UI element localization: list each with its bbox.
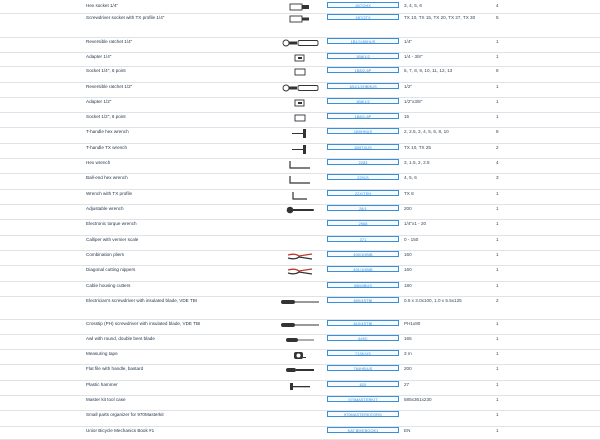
tool-size: 3, 4, 5, 6 [404,3,422,8]
product-code-link[interactable]: 1B8/1/2 [327,98,399,104]
tool-name: Flat file with handle, bastard [86,366,144,371]
product-code-link[interactable]: 28/1 [327,205,399,211]
tool-quantity: 3 [496,175,499,180]
t-handle-icon [278,128,322,138]
product-code-link[interactable]: 970MASTERKIT [327,396,399,402]
table-row [0,396,600,411]
socket-icon [278,67,322,77]
tool-size: 200 [404,366,412,371]
tool-name: Wrench with TX profile [86,191,133,196]
tool-name: T-handle TX wrench [86,145,128,150]
tool-quantity: 1 [496,382,499,387]
product-code-link[interactable]: 22X/TSN [327,190,399,196]
tape-measure-icon [278,350,322,360]
tool-quantity: 1 [496,428,499,433]
product-code-link[interactable]: 1B7/2TX [327,14,399,20]
tool-name: Measuring tape [86,351,118,356]
tool-size: 1/4" [404,39,413,44]
product-code-link[interactable]: 2968 [327,220,399,226]
hammer-icon [278,381,322,391]
product-code-link[interactable]: 401/1HBIB [327,266,399,272]
product-code-link[interactable]: 58M4BUS [327,282,399,288]
tool-quantity: 4 [496,160,499,165]
product-code-link[interactable]: 1B7/2HX [327,2,399,8]
tool-size: 160 [404,267,412,272]
socket-icon [278,113,322,123]
tool-quantity: 4 [496,3,499,8]
tool-quantity: 2 [496,145,499,150]
tool-quantity: 1 [496,54,499,59]
tool-quantity: 5 [496,15,499,20]
table-row [0,427,600,440]
product-code-link[interactable]: 2291S [327,174,399,180]
hex-socket-icon [278,2,322,11]
tool-name: Adapter 1/4" [86,54,112,59]
tool-size: EN [404,428,411,433]
tool-quantity: 1 [496,252,499,257]
tx-socket-icon [278,14,322,24]
tool-quantity: 1 [496,397,499,402]
table-row [0,144,600,159]
product-code-link[interactable]: 713K/US [327,350,399,356]
pliers-icon [278,251,322,261]
tool-size: 1/4 - 3/8" [404,54,423,59]
table-row [0,350,600,365]
table-row [0,128,600,144]
tool-name: Hex wrench [86,160,111,165]
tool-size: TX 10, TX 25 [404,145,431,150]
tool-image-placeholder [278,236,322,246]
table-row [0,220,600,236]
tool-size: 3 m [404,351,412,356]
table-row [0,83,600,98]
tool-quantity: 1 [496,366,499,371]
tool-size: 0.5 x 3.0x100, 1.0 x 5.5x125 [404,298,462,303]
tool-size: 165 [404,336,412,341]
table-row [0,297,600,320]
tool-name: Calliper with vernier scale [86,237,139,242]
tool-quantity: 8 [496,129,499,134]
table-row [0,38,600,53]
tool-name: Reversible ratchet 1/2" [86,84,133,89]
product-code-link[interactable]: 649C [327,335,399,341]
tool-size: 160 [404,252,412,257]
tool-name: Screwdriver socket with TX profile 1/4" [86,15,165,20]
table-row [0,53,600,67]
awl-icon [278,335,322,345]
table-row [0,14,600,38]
tool-quantity: 1 [496,267,499,272]
product-code-link[interactable]: 610/4STBI [327,320,399,326]
tool-size: 180 [404,283,412,288]
tool-size: 1/2"x3/8" [404,99,423,104]
product-code-link[interactable]: 1B8/1/2 [327,53,399,59]
tool-size: 3, 1.5, 2, 2.5 [404,160,430,165]
table-row [0,282,600,297]
hex-key-icon [278,174,322,184]
tool-size: 1/4"x1 - 20 [404,221,427,226]
tool-name: Awl with round, double bent blade [86,336,155,341]
tool-name: Crosstip (PH) screwdriver with insulated blade, VDE TBI [86,321,201,326]
tool-size: 1/2" [404,84,413,89]
tool-image-placeholder [278,411,322,421]
tool-image-placeholder [278,396,322,406]
table-row [0,411,600,427]
table-row [0,205,600,220]
product-code-link[interactable]: 371 [327,236,399,242]
file-icon [278,365,322,375]
tool-quantity: 1 [496,99,499,104]
pliers-icon [278,266,322,276]
tool-quantity: 1 [496,336,499,341]
tool-quantity: 1 [496,191,499,196]
screwdriver-icon [278,297,322,307]
table-row [0,251,600,266]
product-code-link[interactable]: KAT.BIKEBOOK1 [327,427,399,433]
screwdriver-icon [278,320,322,330]
table-row [0,2,600,14]
tool-quantity: 1 [496,84,499,89]
tool-name: Reversible ratchet 1/4" [86,39,133,44]
product-code-link[interactable]: 970MASTERKITORG [327,411,399,417]
tool-name: Diagonal cutting nippers [86,267,136,272]
tool-quantity: 1 [496,39,499,44]
adjustable-wrench-icon [278,205,322,215]
table-row [0,113,600,128]
table-row [0,381,600,396]
hex-key-icon [278,159,322,169]
table-row [0,159,600,174]
table-row [0,190,600,205]
tool-name: Master kit tool case [86,397,126,402]
table-row [0,174,600,190]
product-code-link[interactable]: 1B8/2-6P [327,67,399,73]
table-row [0,335,600,350]
tool-size: 585x361x230 [404,397,432,402]
tool-name: Electronic torque wrench [86,221,137,226]
tool-name: Cable housing cutters [86,283,131,288]
product-code-link[interactable]: 820 [327,381,399,387]
tool-size: 27 [404,382,410,387]
table-row [0,98,600,113]
tool-name: Electrician's screwdriver with insulated blade, VDE TBI [86,298,198,303]
tool-name: Plastic hammer [86,382,118,387]
table-row [0,67,600,83]
product-code-link[interactable]: 1B9HHUS [327,128,399,134]
tool-quantity: 8 [496,68,499,73]
tool-quantity: 1 [496,321,499,326]
adapter-icon [278,53,322,63]
product-code-link[interactable]: 1B1/1/4BHUS [327,38,399,44]
product-code-link[interactable]: 1B8/1-6P [327,113,399,119]
tool-quantity: 1 [496,221,499,226]
tool-image-placeholder [278,220,322,230]
tool-size: TX 10, TX 15, TX 20, TX 27, TX 30 [404,15,476,20]
tool-name: Adapter 1/2" [86,99,112,104]
table-row [0,266,600,282]
tool-name: Small parts organizer for 970Masterkit [86,412,164,417]
tool-quantity: 1 [496,412,499,417]
tool-quantity: 1 [496,206,499,211]
tool-quantity: 1 [496,283,499,288]
table-row [0,365,600,381]
tool-name: T-handle hex wrench [86,129,129,134]
product-code-link[interactable]: 1B1/1/2HBHUS [327,83,399,89]
product-code-link[interactable]: 600/4STBI [327,297,399,303]
tool-name: Unior Bicycle Mechanics Book #1 [86,428,155,433]
tool-image-placeholder [278,427,322,437]
tool-name: Adjustable wrench [86,206,124,211]
tool-size: TX 8 [404,191,414,196]
tool-quantity: 2 [496,298,499,303]
tool-quantity: 1 [496,114,499,119]
product-code-link[interactable]: 1B9TXUS [327,144,399,150]
tool-size: 15 [404,114,410,119]
tool-size: 4, 5, 6 [404,175,417,180]
tool-size: 2, 2.5, 3, 4, 5, 6, 8, 10 [404,129,449,134]
tool-size: 0 - 150 [404,237,419,242]
product-code-link[interactable]: 2283 [327,159,399,165]
table-row [0,320,600,335]
tool-name: Hex socket 1/4" [86,3,119,8]
tool-quantity: 1 [496,237,499,242]
tool-image-placeholder [278,282,322,292]
tool-name: Ball-end hex wrench [86,175,128,180]
tx-key-icon [278,190,322,200]
tool-size: PH1x80 [404,321,421,326]
tool-size: 5, 7, 8, 9, 10, 11, 12, 13 [404,68,453,73]
tool-name: Combination pliers [86,252,125,257]
adapter-icon [278,98,322,108]
product-code-link[interactable]: 764HB/US [327,365,399,371]
tool-size: 200 [404,206,412,211]
product-code-link[interactable]: 400/1HBIB [327,251,399,257]
table-row [0,236,600,251]
tool-name: Socket 1/4", 6 point [86,68,126,73]
ratchet-icon [278,83,322,93]
t-handle-icon [278,144,322,154]
tool-quantity: 1 [496,351,499,356]
tool-name: Socket 1/2", 6 point [86,114,126,119]
ratchet-icon [278,38,322,48]
